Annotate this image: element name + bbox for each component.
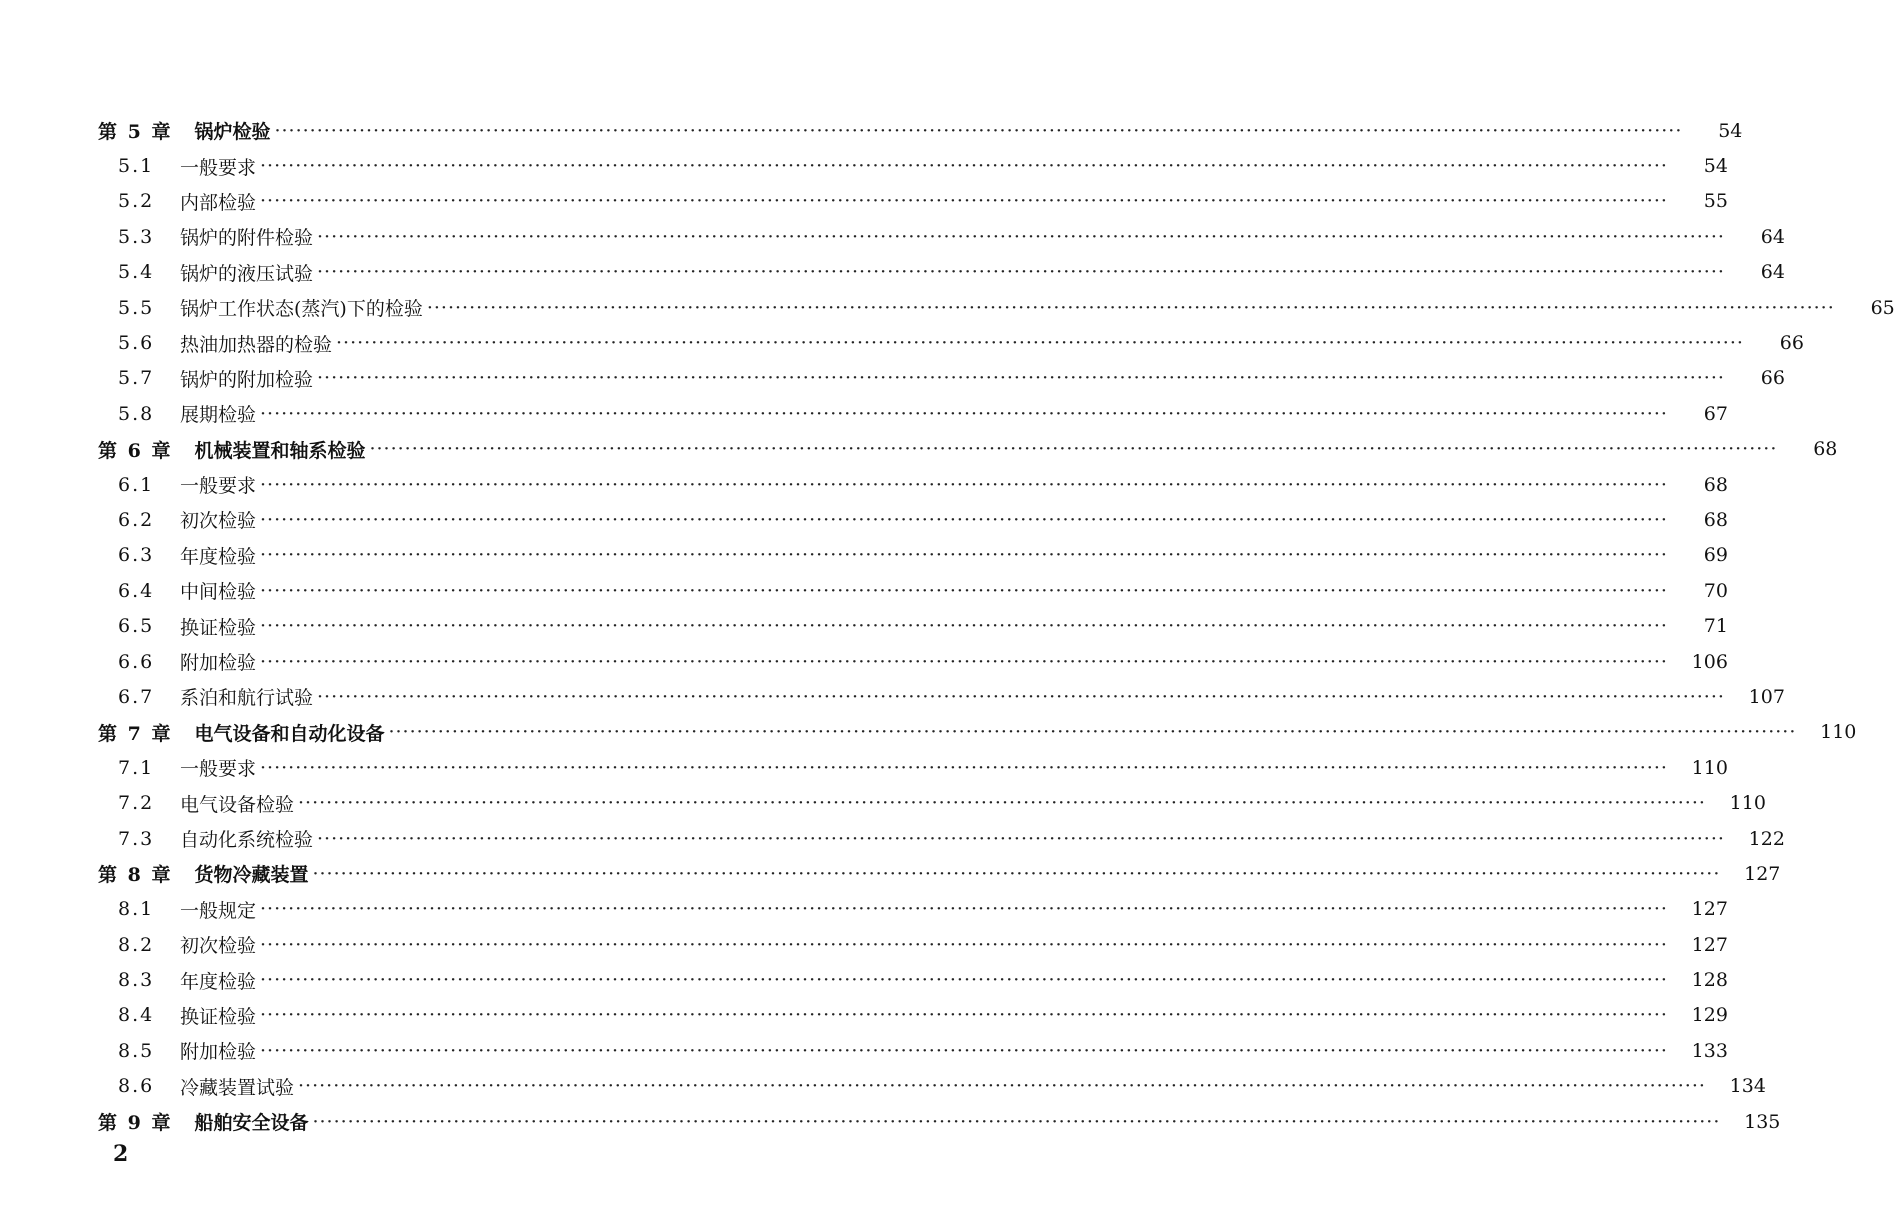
toc-entry-title: 系泊和航行试验 xyxy=(180,687,314,710)
toc-dot-leader: ········································································································································································································ xyxy=(298,792,1706,815)
toc-dot-leader: ········································································································································································································ xyxy=(260,1004,1668,1027)
toc-section-entry xyxy=(0,325,1804,360)
toc-section-entry xyxy=(0,219,1785,254)
toc-entry-title: 附加检验 xyxy=(180,1041,257,1064)
toc-entry-page: 54 xyxy=(1703,155,1728,178)
toc-section-entry xyxy=(0,502,1728,537)
toc-dot-leader: ········································································································································································································ xyxy=(260,1039,1668,1062)
toc-entry-page: 68 xyxy=(1813,438,1838,461)
toc-entry-page: 68 xyxy=(1703,508,1728,531)
toc-entry-page: 68 xyxy=(1703,473,1728,496)
toc-entry-page: 69 xyxy=(1703,544,1728,567)
toc-section-entry xyxy=(0,361,1785,396)
toc-entry-title: 展期检验 xyxy=(180,404,257,427)
toc-entry-number: 第 8 章 xyxy=(98,864,173,887)
toc-dot-leader: ········································································································································································································ xyxy=(260,615,1668,638)
toc-section-entry xyxy=(0,608,1728,643)
toc-entry-number: 5.6 xyxy=(118,332,155,355)
toc-chapter-entry xyxy=(0,856,1781,891)
toc-entry-number: 5.4 xyxy=(118,261,155,284)
toc-section-entry xyxy=(0,679,1785,714)
toc-entry-page: 71 xyxy=(1703,615,1728,638)
toc-entry-page: 66 xyxy=(1779,332,1804,355)
toc-entry-page: 64 xyxy=(1760,225,1785,248)
toc-entry-number: 8.5 xyxy=(118,1039,155,1062)
toc-entry-number: 8.6 xyxy=(118,1075,155,1098)
toc-entry-page: 127 xyxy=(1691,898,1728,921)
toc-dot-leader: ········································································································································································································ xyxy=(260,544,1668,567)
toc-entry-number: 5.8 xyxy=(118,402,155,425)
toc-entry-title: 电气设备检验 xyxy=(180,793,295,816)
toc-dot-leader: ········································································································································································································ xyxy=(317,827,1725,850)
toc-entry-number: 6.2 xyxy=(118,508,155,531)
toc-section-entry xyxy=(0,467,1728,502)
toc-entry-title: 锅炉工作状态(蒸汽)下的检验 xyxy=(180,298,423,321)
toc-entry-title: 一般要求 xyxy=(180,156,257,179)
toc-dot-leader: ········································································································································································································ xyxy=(369,438,1778,461)
toc-dot-leader: ········································································································································································································ xyxy=(260,756,1668,779)
toc-entry-page: 135 xyxy=(1744,1110,1781,1133)
toc-entry-title: 电气设备和自动化设备 xyxy=(194,722,385,745)
toc-dot-leader: ········································································································································································································ xyxy=(260,650,1668,673)
toc-entry-number: 7.2 xyxy=(118,792,155,815)
toc-chapter-entry xyxy=(0,432,1838,467)
toc-entry-page: 127 xyxy=(1744,862,1781,885)
toc-entry-number: 5.5 xyxy=(118,296,155,319)
toc-entry-number: 8.3 xyxy=(118,969,155,992)
toc-section-entry xyxy=(0,644,1728,679)
toc-dot-leader: ········································································································································································································ xyxy=(426,296,1835,319)
toc-entry-number: 8.1 xyxy=(118,898,155,921)
toc-dot-leader: ········································································································································································································ xyxy=(312,862,1721,885)
toc-entry-number: 6.4 xyxy=(118,579,155,602)
toc-section-entry xyxy=(0,290,1895,325)
toc-dot-leader: ········································································································································································································ xyxy=(298,1075,1706,1098)
toc-entry-number: 8.4 xyxy=(118,1004,155,1027)
toc-section-entry xyxy=(0,255,1785,290)
toc-chapter-entry xyxy=(0,113,1743,148)
toc-entry-number: 8.2 xyxy=(118,933,155,956)
toc-chapter-entry xyxy=(0,715,1857,750)
toc-entry-number: 6.1 xyxy=(118,473,155,496)
toc-entry-title: 机械装置和轴系检验 xyxy=(194,439,366,462)
toc-section-entry xyxy=(0,962,1728,997)
toc-entry-title: 中间检验 xyxy=(180,581,257,604)
toc-entry-number: 6.5 xyxy=(118,615,155,638)
toc-dot-leader: ········································································································································································································ xyxy=(260,579,1668,602)
toc-entry-number: 6.7 xyxy=(118,685,155,708)
toc-entry-title: 年度检验 xyxy=(180,970,257,993)
toc-entry-page: 67 xyxy=(1703,402,1728,425)
page-number: 2 xyxy=(113,1141,129,1167)
toc-entry-title: 锅炉的液压试验 xyxy=(180,262,314,285)
toc-dot-leader: ········································································································································································································ xyxy=(336,332,1744,355)
toc-entry-page: 129 xyxy=(1691,1004,1728,1027)
toc-entry-page: 65 xyxy=(1870,296,1895,319)
toc-dot-leader: ········································································································································································································ xyxy=(260,402,1668,425)
toc-entry-page: 55 xyxy=(1703,190,1728,213)
toc-entry-page: 70 xyxy=(1703,579,1728,602)
toc-section-entry xyxy=(0,927,1728,962)
toc-entry-title: 一般规定 xyxy=(180,899,257,922)
toc-dot-leader: ········································································································································································································ xyxy=(260,473,1668,496)
toc-entry-title: 附加检验 xyxy=(180,652,257,675)
toc-dot-leader: ········································································································································································································ xyxy=(317,685,1725,708)
toc-dot-leader: ········································································································································································································ xyxy=(317,225,1725,248)
toc-chapter-entry xyxy=(0,1104,1781,1139)
toc-dot-leader: ········································································································································································································ xyxy=(312,1110,1721,1133)
toc-entry-title: 初次检验 xyxy=(180,935,257,958)
toc-entry-number: 7.3 xyxy=(118,827,155,850)
toc-section-entry xyxy=(0,396,1728,431)
toc-entry-title: 冷藏装置试验 xyxy=(180,1076,295,1099)
toc-entry-page: 107 xyxy=(1748,685,1785,708)
toc-entry-title: 货物冷藏装置 xyxy=(194,864,309,887)
toc-entry-title: 船舶安全设备 xyxy=(194,1112,309,1135)
toc-section-entry xyxy=(0,750,1728,785)
toc-dot-leader: ········································································································································································································ xyxy=(317,261,1725,284)
table-of-contents xyxy=(0,113,1895,1139)
toc-section-entry xyxy=(0,538,1728,573)
toc-entry-title: 一般要求 xyxy=(180,758,257,781)
toc-dot-leader: ········································································································································································································ xyxy=(260,933,1668,956)
toc-dot-leader: ········································································································································································································ xyxy=(317,367,1725,390)
toc-entry-title: 锅炉的附件检验 xyxy=(180,227,314,250)
toc-entry-page: 127 xyxy=(1691,933,1728,956)
toc-section-entry xyxy=(0,785,1766,820)
toc-entry-page: 133 xyxy=(1691,1039,1728,1062)
toc-entry-page: 134 xyxy=(1729,1075,1766,1098)
toc-entry-page: 110 xyxy=(1820,721,1857,744)
toc-section-entry xyxy=(0,148,1728,183)
toc-entry-page: 110 xyxy=(1729,792,1766,815)
toc-entry-number: 6.3 xyxy=(118,544,155,567)
toc-dot-leader: ········································································································································································································ xyxy=(260,898,1668,921)
toc-dot-leader: ········································································································································································································ xyxy=(388,721,1797,744)
toc-entry-title: 锅炉的附加检验 xyxy=(180,368,314,391)
toc-entry-title: 热油加热器的检验 xyxy=(180,333,333,356)
toc-dot-leader: ········································································································································································································ xyxy=(260,190,1668,213)
toc-dot-leader: ········································································································································································································ xyxy=(260,155,1668,178)
toc-entry-number: 5.3 xyxy=(118,225,155,248)
toc-entry-title: 内部检验 xyxy=(180,191,257,214)
toc-section-entry xyxy=(0,184,1728,219)
toc-section-entry xyxy=(0,1069,1766,1104)
toc-entry-page: 66 xyxy=(1760,367,1785,390)
toc-entry-title: 锅炉检验 xyxy=(194,121,271,144)
toc-entry-number: 第 7 章 xyxy=(98,722,173,745)
toc-dot-leader: ········································································································································································································ xyxy=(260,969,1668,992)
toc-entry-title: 自动化系统检验 xyxy=(180,829,314,851)
toc-entry-number: 第 6 章 xyxy=(98,439,173,462)
toc-entry-page: 128 xyxy=(1691,969,1728,992)
toc-entry-number: 6.6 xyxy=(118,650,155,673)
toc-entry-number: 5.2 xyxy=(118,190,155,213)
toc-entry-title: 一般要求 xyxy=(180,475,257,498)
toc-section-entry xyxy=(0,1033,1728,1068)
toc-entry-page: 122 xyxy=(1748,827,1785,850)
toc-section-entry xyxy=(0,573,1728,608)
toc-entry-title: 年度检验 xyxy=(180,545,257,568)
toc-entry-page: 54 xyxy=(1718,119,1743,142)
toc-entry-title: 换证检验 xyxy=(180,616,257,639)
toc-entry-number: 5.1 xyxy=(118,155,155,178)
toc-entry-page: 106 xyxy=(1691,650,1728,673)
toc-entry-number: 第 9 章 xyxy=(98,1112,173,1135)
toc-entry-number: 第 5 章 xyxy=(98,121,173,144)
toc-dot-leader: ········································································································································································································ xyxy=(260,508,1668,531)
toc-entry-page: 110 xyxy=(1691,756,1728,779)
toc-entry-number: 5.7 xyxy=(118,367,155,390)
toc-entry-title: 初次检验 xyxy=(180,510,257,533)
toc-dot-leader: ········································································································································································································ xyxy=(274,119,1683,142)
toc-section-entry xyxy=(0,821,1785,856)
toc-section-entry xyxy=(0,892,1728,927)
toc-entry-page: 64 xyxy=(1760,261,1785,284)
toc-entry-number: 7.1 xyxy=(118,756,155,779)
toc-entry-title: 换证检验 xyxy=(180,1005,257,1028)
toc-section-entry xyxy=(0,998,1728,1033)
